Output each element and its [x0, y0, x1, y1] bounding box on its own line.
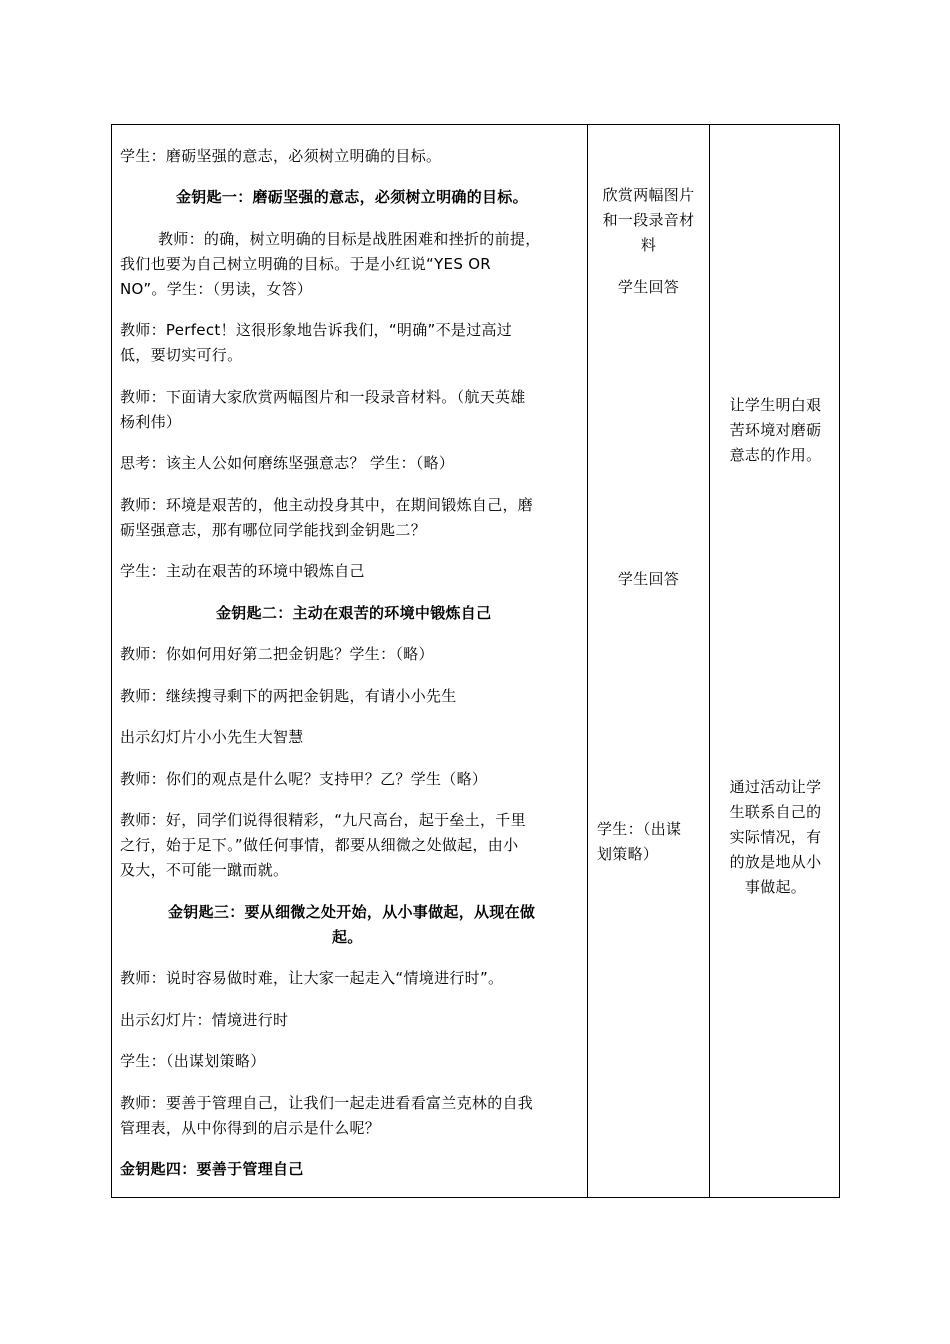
activity-line: 学生回答 — [617, 278, 680, 296]
teacher-line: NO”。学生：（男读，女答） — [120, 280, 313, 298]
teacher-line: 管理表，从中你得到的启示是什么呢？ — [120, 1119, 381, 1137]
teacher-line: 之行，始于足下。”做任何事情，都要从细微之处做起，由小 — [120, 836, 519, 854]
intent-line: 实际情况，有 — [729, 828, 822, 846]
intent-line: 苦环境对磨砺 — [729, 421, 822, 439]
intent-line: 事做起。 — [744, 878, 807, 896]
student-line: 学生：主动在艰苦的环境中锻炼自己 — [120, 562, 365, 580]
teacher-line: 教师：好，同学们说得很精彩，“九尺高台，起于垒土，千里 — [120, 811, 526, 829]
column-divider — [709, 125, 710, 1197]
thinking-line: 思考：该主人公如何磨练坚强意志？ 学生：（略） — [120, 454, 455, 472]
teacher-line: 教师：Perfect！这很形象地告诉我们，“明确”不是过高过 — [120, 321, 513, 339]
activity-line: 欣赏两幅图片 — [602, 186, 695, 204]
teacher-line: 教师：环境是艰苦的，他主动投身其中，在期间锻炼自己，磨 — [120, 496, 534, 514]
teacher-line: 砺坚强意志，那有哪位同学能找到金钥匙二？ — [120, 521, 427, 539]
student-line: 学生：磨砺坚强的意志，必须树立明确的目标。 — [120, 147, 442, 165]
teacher-line: 教师：你们的观点是什么呢？支持甲？乙？学生（略） — [120, 770, 488, 788]
slide-line: 出示幻灯片：情境进行时 — [120, 1011, 289, 1029]
teacher-line: 低，要切实可行。 — [120, 346, 243, 364]
intent-line: 让学生明白艰 — [729, 396, 822, 414]
activity-line: 学生：（出谋 — [597, 820, 682, 838]
activity-line: 料 — [640, 236, 657, 254]
teacher-line: 教师：要善于管理自己，让我们一起走进看看富兰克林的自我 — [120, 1094, 534, 1112]
teacher-line: 教师：的确，树立明确的目标是战胜困难和挫折的前提， — [158, 230, 541, 248]
golden-key-three: 起。 — [332, 928, 363, 946]
intent-line: 意志的作用。 — [729, 446, 822, 464]
teacher-line: 教师：说时容易做时难，让大家一起走入“情境进行时”。 — [120, 969, 504, 987]
golden-key-three: 金钥匙三：要从细微之处开始，从小事做起，从现在做 — [168, 903, 536, 921]
lesson-table — [111, 124, 840, 1198]
activity-line: 划策略） — [597, 845, 659, 863]
teacher-line: 及大，不可能一蹴而就。 — [120, 861, 289, 879]
teacher-line: 我们也要为自己树立明确的目标。于是小红说“YES OR — [120, 255, 492, 273]
teacher-line: 杨利伟） — [120, 413, 182, 431]
slide-line: 出示幻灯片小小先生大智慧 — [120, 728, 304, 746]
student-line: 学生：（出谋划策略） — [120, 1052, 266, 1070]
activity-line: 学生回答 — [617, 570, 680, 588]
golden-key-two: 金钥匙二：主动在艰苦的环境中锻炼自己 — [216, 604, 492, 622]
teacher-line: 教师：继续搜寻剩下的两把金钥匙，有请小小先生 — [120, 687, 457, 705]
golden-key-one: 金钥匙一：磨砺坚强的意志，必须树立明确的目标。 — [176, 188, 528, 206]
golden-key-four: 金钥匙四：要善于管理自己 — [120, 1160, 304, 1178]
intent-line: 生联系自己的 — [729, 803, 822, 821]
teacher-line: 教师：你如何用好第二把金钥匙？学生：（略） — [120, 645, 434, 663]
activity-line: 和一段录音材 — [602, 211, 695, 229]
intent-line: 的放是地从小 — [729, 853, 822, 871]
intent-line: 通过活动让学 — [729, 778, 822, 796]
teacher-line: 教师：下面请大家欣赏两幅图片和一段录音材料。（航天英雄 — [120, 388, 526, 406]
